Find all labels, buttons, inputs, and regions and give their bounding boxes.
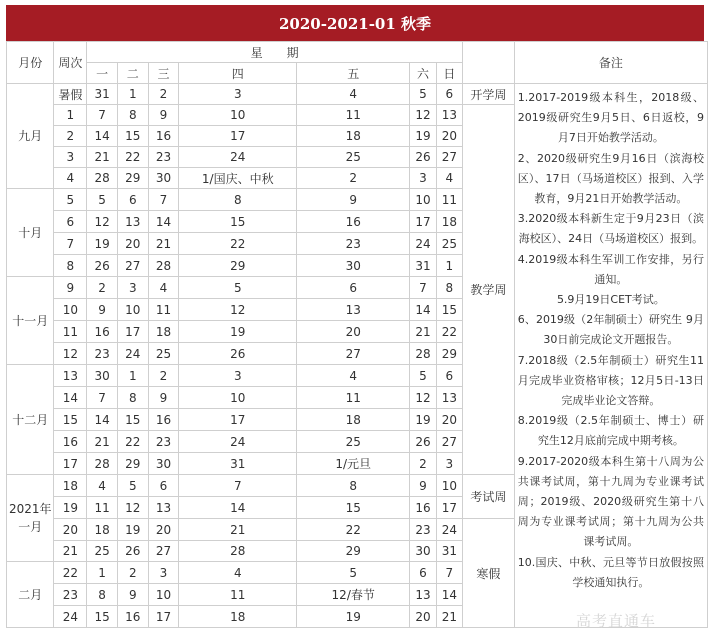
day-cell: 21 (87, 431, 118, 453)
day-cell: 3 (179, 365, 297, 387)
phase-cell: 寒假 (463, 519, 515, 628)
day-cell: 23 (410, 519, 436, 541)
day-cell: 12 (87, 211, 118, 233)
day-header-wed: 三 (148, 63, 179, 84)
day-cell: 1/国庆、中秋 (179, 168, 297, 189)
day-cell: 6 (148, 475, 179, 497)
day-cell: 20 (297, 321, 410, 343)
day-cell: 8 (436, 277, 462, 299)
day-cell: 25 (436, 233, 462, 255)
day-cell: 24 (179, 147, 297, 168)
day-cell: 23 (297, 233, 410, 255)
day-cell: 3 (179, 84, 297, 105)
week-number-cell: 24 (54, 606, 87, 628)
day-cell: 3 (410, 168, 436, 189)
day-cell: 5 (87, 189, 118, 211)
day-cell: 16 (297, 211, 410, 233)
day-cell: 6 (410, 562, 436, 584)
day-cell: 1 (436, 255, 462, 277)
day-cell: 30 (297, 255, 410, 277)
day-cell: 29 (117, 453, 148, 475)
month-cell: 2021年 一月 (7, 475, 54, 562)
week-number-cell: 3 (54, 147, 87, 168)
day-cell: 28 (410, 343, 436, 365)
day-cell: 19 (410, 126, 436, 147)
day-cell: 4 (297, 365, 410, 387)
week-number-cell: 16 (54, 431, 87, 453)
day-cell: 19 (87, 233, 118, 255)
day-cell: 16 (148, 409, 179, 431)
day-cell: 4 (297, 84, 410, 105)
day-cell: 20 (410, 606, 436, 628)
day-cell: 18 (297, 409, 410, 431)
phase-cell: 开学周 (463, 84, 515, 105)
day-cell: 18 (148, 321, 179, 343)
day-cell: 21 (148, 233, 179, 255)
day-cell: 14 (179, 497, 297, 519)
day-cell: 10 (148, 584, 179, 606)
day-cell: 24 (410, 233, 436, 255)
day-header-fri: 五 (297, 63, 410, 84)
day-cell: 9 (87, 299, 118, 321)
day-cell: 30 (410, 541, 436, 562)
day-cell: 9 (297, 189, 410, 211)
day-cell: 10 (179, 387, 297, 409)
month-cell: 十二月 (7, 365, 54, 475)
day-cell: 16 (148, 126, 179, 147)
phase-cell: 教学周 (463, 105, 515, 475)
day-cell: 16 (410, 497, 436, 519)
day-cell: 17 (117, 321, 148, 343)
day-cell: 6 (297, 277, 410, 299)
day-cell: 9 (410, 475, 436, 497)
day-cell: 15 (436, 299, 462, 321)
day-cell: 21 (179, 519, 297, 541)
week-number-cell: 暑假 (54, 84, 87, 105)
day-cell: 15 (117, 409, 148, 431)
day-cell: 8 (87, 584, 118, 606)
day-cell: 30 (87, 365, 118, 387)
day-cell: 13 (410, 584, 436, 606)
day-cell: 19 (117, 519, 148, 541)
academic-calendar-table (6, 41, 708, 628)
day-cell: 30 (148, 168, 179, 189)
day-cell: 17 (410, 211, 436, 233)
day-cell: 3 (148, 562, 179, 584)
week-number-cell: 18 (54, 475, 87, 497)
day-cell: 17 (179, 126, 297, 147)
day-cell: 2 (148, 365, 179, 387)
remarks-cell (514, 84, 707, 628)
day-cell: 6 (436, 365, 462, 387)
week-number-cell: 14 (54, 387, 87, 409)
day-cell: 12 (410, 105, 436, 126)
day-cell: 14 (87, 409, 118, 431)
day-cell: 24 (117, 343, 148, 365)
day-cell: 22 (117, 147, 148, 168)
day-cell: 18 (297, 126, 410, 147)
day-cell: 21 (410, 321, 436, 343)
week-number-cell: 11 (54, 321, 87, 343)
day-cell: 23 (87, 343, 118, 365)
day-cell: 29 (179, 255, 297, 277)
day-cell: 3 (436, 453, 462, 475)
day-cell: 16 (87, 321, 118, 343)
day-cell: 1 (117, 365, 148, 387)
day-cell: 13 (148, 497, 179, 519)
day-cell: 18 (179, 606, 297, 628)
day-cell: 11 (297, 387, 410, 409)
watermark: 高考直通车 (576, 612, 657, 630)
day-cell: 9 (148, 387, 179, 409)
week-number-cell: 17 (54, 453, 87, 475)
day-cell: 7 (410, 277, 436, 299)
remark-note: 7.2018级（2.5年制硕士）研究生11月完成毕业资格审核；12月5日-13日完成毕业论文答辩。 (517, 353, 704, 408)
day-cell: 10 (117, 299, 148, 321)
day-header-mon: 一 (87, 63, 118, 84)
week-number-cell: 22 (54, 562, 87, 584)
day-cell: 31 (436, 541, 462, 562)
day-cell: 1 (87, 562, 118, 584)
day-cell: 5 (179, 277, 297, 299)
day-cell: 25 (297, 147, 410, 168)
day-cell: 17 (148, 606, 179, 628)
day-header-sat: 六 (410, 63, 436, 84)
day-cell: 15 (117, 126, 148, 147)
day-cell: 11 (297, 105, 410, 126)
day-cell: 20 (436, 126, 462, 147)
week-number-cell: 2 (54, 126, 87, 147)
remark-note: 3.2020级本科新生定于9月23日（滨海校区）、24日（马场道校区）报到。 (517, 212, 704, 246)
day-cell: 14 (87, 126, 118, 147)
day-cell: 5 (117, 475, 148, 497)
week-number-cell: 7 (54, 233, 87, 255)
day-cell: 7 (436, 562, 462, 584)
week-header: 周次 (54, 42, 87, 84)
day-cell: 26 (179, 343, 297, 365)
day-cell: 19 (410, 409, 436, 431)
day-cell: 10 (410, 189, 436, 211)
month-cell: 九月 (7, 84, 54, 189)
day-cell: 28 (87, 453, 118, 475)
day-cell: 5 (410, 365, 436, 387)
day-cell: 6 (436, 84, 462, 105)
day-cell: 10 (179, 105, 297, 126)
day-cell: 15 (297, 497, 410, 519)
day-cell: 3 (117, 277, 148, 299)
day-header-thu: 四 (179, 63, 297, 84)
day-cell: 11 (179, 584, 297, 606)
remark-note: 5.9月19日CET考试。 (556, 293, 665, 307)
day-cell: 25 (297, 431, 410, 453)
day-header-tue: 二 (117, 63, 148, 84)
weekday-group-header: 星 期 (87, 42, 463, 63)
day-cell: 20 (148, 519, 179, 541)
day-cell: 4 (436, 168, 462, 189)
week-number-cell: 19 (54, 497, 87, 519)
week-number-cell: 1 (54, 105, 87, 126)
day-cell: 27 (148, 541, 179, 562)
calendar-title: 2020-2021-01 秋季 (6, 5, 704, 41)
day-cell: 27 (117, 255, 148, 277)
day-cell: 8 (297, 475, 410, 497)
day-cell: 12 (179, 299, 297, 321)
day-cell: 1 (117, 84, 148, 105)
table-row (7, 84, 708, 105)
day-cell: 25 (87, 541, 118, 562)
day-cell: 15 (87, 606, 118, 628)
day-cell: 29 (117, 168, 148, 189)
day-cell: 11 (148, 299, 179, 321)
day-cell: 7 (87, 105, 118, 126)
remark-note: 6、2019级（2年制硕士）研究生 9月30日前完成论文开题报告。 (517, 313, 704, 347)
day-cell: 17 (436, 497, 462, 519)
day-cell: 4 (87, 475, 118, 497)
remark-note: 2、2020级研究生9月16日（滨海校区）、17日（马场道校区）报到、入学教育，9月21日开始教学活动。 (517, 151, 704, 206)
day-cell: 7 (148, 189, 179, 211)
day-cell: 19 (179, 321, 297, 343)
day-cell: 4 (148, 277, 179, 299)
day-cell: 12 (410, 387, 436, 409)
week-number-cell: 12 (54, 343, 87, 365)
day-cell: 31 (410, 255, 436, 277)
day-cell: 18 (436, 211, 462, 233)
day-cell: 2 (148, 84, 179, 105)
day-cell: 2 (87, 277, 118, 299)
day-cell: 8 (179, 189, 297, 211)
day-cell: 24 (436, 519, 462, 541)
day-cell: 4 (179, 562, 297, 584)
phase-cell: 考试周 (463, 475, 515, 519)
month-cell: 十月 (7, 189, 54, 277)
day-cell: 7 (87, 387, 118, 409)
day-cell: 10 (436, 475, 462, 497)
day-cell: 7 (179, 475, 297, 497)
day-cell: 6 (117, 189, 148, 211)
remark-note: 9.2017-2020级本科生第十八周为公共课考试周，第十九周为专业课考试周；2019级、2020级研究生第十八周为专业课考试周；第十九周为公共课考试周。 (517, 454, 704, 549)
day-cell: 29 (436, 343, 462, 365)
remark-note: 8.2019级（2.5年制硕士、博士）研究生12月底前完成中期考核。 (517, 414, 704, 448)
day-cell: 12 (117, 497, 148, 519)
day-cell: 22 (117, 431, 148, 453)
remark-note: 4.2019级本科生军训工作安排，另行通知。 (517, 252, 704, 286)
day-cell: 9 (148, 105, 179, 126)
week-number-cell: 23 (54, 584, 87, 606)
day-cell: 24 (179, 431, 297, 453)
day-cell: 13 (436, 387, 462, 409)
day-cell: 23 (148, 147, 179, 168)
day-cell: 9 (117, 584, 148, 606)
day-cell: 20 (436, 409, 462, 431)
week-number-cell: 10 (54, 299, 87, 321)
day-cell: 22 (297, 519, 410, 541)
day-cell: 2 (117, 562, 148, 584)
day-cell: 27 (297, 343, 410, 365)
week-number-cell: 5 (54, 189, 87, 211)
day-cell: 2 (410, 453, 436, 475)
day-cell: 18 (87, 519, 118, 541)
week-number-cell: 6 (54, 211, 87, 233)
day-cell: 13 (297, 299, 410, 321)
day-cell: 1/元旦 (297, 453, 410, 475)
day-cell: 13 (436, 105, 462, 126)
day-cell: 22 (179, 233, 297, 255)
day-cell: 28 (179, 541, 297, 562)
day-cell: 21 (436, 606, 462, 628)
day-cell: 17 (179, 409, 297, 431)
day-cell: 28 (148, 255, 179, 277)
day-header-sun: 日 (436, 63, 462, 84)
day-cell: 11 (87, 497, 118, 519)
day-cell: 13 (117, 211, 148, 233)
week-number-cell: 9 (54, 277, 87, 299)
remark-note: 10.国庆、中秋、元旦等节日放假按照学校通知执行。 (517, 555, 704, 589)
day-cell: 5 (297, 562, 410, 584)
day-cell: 14 (410, 299, 436, 321)
month-cell: 二月 (7, 562, 54, 628)
day-cell: 28 (87, 168, 118, 189)
day-cell: 14 (148, 211, 179, 233)
day-cell: 12/春节 (297, 584, 410, 606)
phase-header (463, 42, 515, 84)
week-number-cell: 20 (54, 519, 87, 541)
remark-note: 1.2017-2019级本科生，2018级、2019级研究生9月5日、6日返校，9月7日开始教学活动。 (517, 91, 704, 145)
day-cell: 5 (410, 84, 436, 105)
week-number-cell: 13 (54, 365, 87, 387)
day-cell: 27 (436, 147, 462, 168)
day-cell: 26 (87, 255, 118, 277)
day-cell: 31 (87, 84, 118, 105)
month-cell: 十一月 (7, 277, 54, 365)
day-cell: 2 (297, 168, 410, 189)
month-header: 月份 (7, 42, 54, 84)
day-cell: 11 (436, 189, 462, 211)
day-cell: 27 (436, 431, 462, 453)
day-cell: 31 (179, 453, 297, 475)
day-cell: 16 (117, 606, 148, 628)
day-cell: 15 (179, 211, 297, 233)
day-cell: 14 (436, 584, 462, 606)
day-cell: 20 (117, 233, 148, 255)
day-cell: 25 (148, 343, 179, 365)
day-cell: 21 (87, 147, 118, 168)
remarks-header: 备注 (514, 42, 707, 84)
day-cell: 26 (117, 541, 148, 562)
week-number-cell: 4 (54, 168, 87, 189)
day-cell: 30 (148, 453, 179, 475)
day-cell: 22 (436, 321, 462, 343)
week-number-cell: 8 (54, 255, 87, 277)
week-number-cell: 21 (54, 541, 87, 562)
day-cell: 26 (410, 431, 436, 453)
day-cell: 26 (410, 147, 436, 168)
day-cell: 23 (148, 431, 179, 453)
day-cell: 8 (117, 387, 148, 409)
day-cell: 8 (117, 105, 148, 126)
day-cell: 29 (297, 541, 410, 562)
week-number-cell: 15 (54, 409, 87, 431)
day-cell: 19 (297, 606, 410, 628)
